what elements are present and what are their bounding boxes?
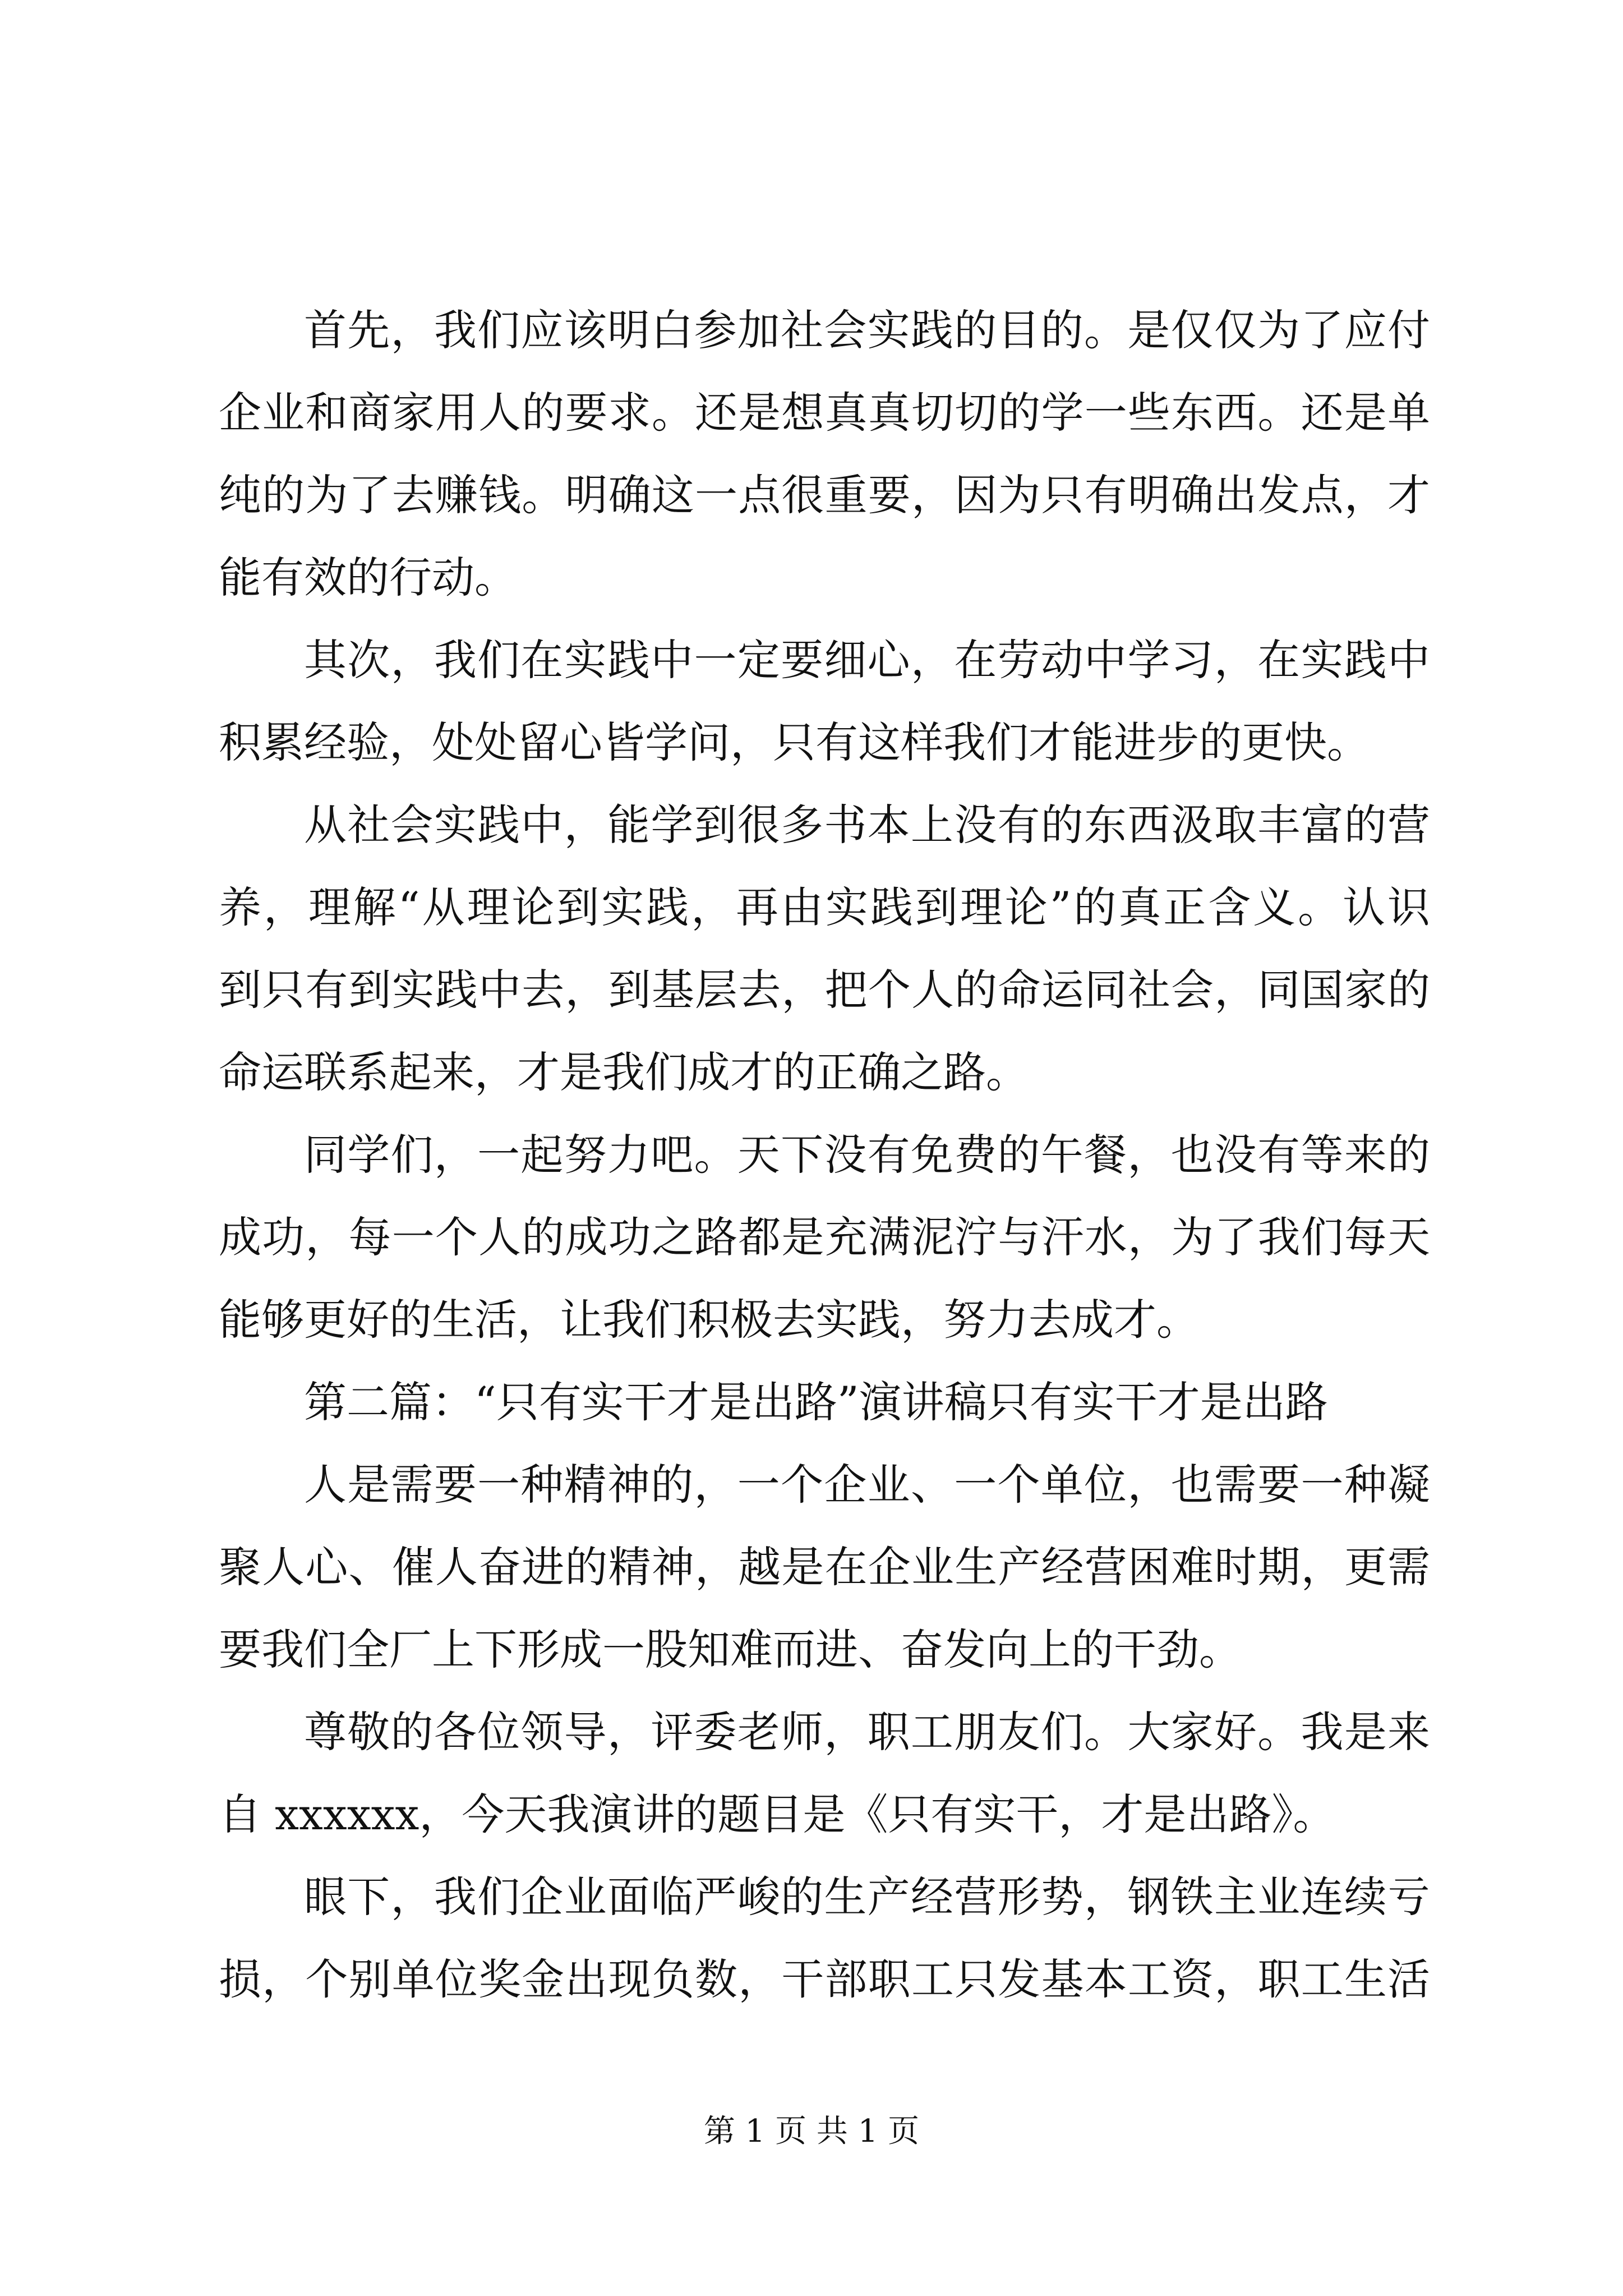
paragraph-line: 能有效的行动。 — [219, 553, 517, 602]
paragraph-line: 养，理解“从理论到实践，再由实践到理论”的真正含义。认识 — [219, 882, 1430, 932]
paragraph-line: 首先，我们应该明白参加社会实践的目的。是仅仅为了应付 — [304, 305, 1430, 355]
paragraph-line: 纯的为了去赚钱。明确这一点很重要，因为只有明确出发点，才 — [219, 470, 1430, 520]
paragraph-line: 到只有到实践中去，到基层去，把个人的命运同社会，同国家的 — [219, 965, 1430, 1015]
paragraph-line: 人是需要一种精神的，一个企业、一个单位，也需要一种凝 — [304, 1460, 1430, 1510]
page-number: 第 1 页 共 1 页 — [703, 2113, 920, 2150]
section-heading: 第二篇：“只有实干才是出路”演讲稿只有实干才是出路 — [304, 1377, 1328, 1427]
paragraph-line: 积累经验，处处留心皆学问，只有这样我们才能进步的更快。 — [219, 717, 1370, 767]
paragraph-line: 其次，我们在实践中一定要细心，在劳动中学习，在实践中 — [304, 635, 1430, 685]
paragraph-line: 眼下，我们企业面临严峻的生产经营形势，钢铁主业连续亏 — [304, 1872, 1430, 1922]
paragraph-line: 尊敬的各位领导，评委老师，职工朋友们。大家好。我是来 — [304, 1707, 1430, 1757]
paragraph-line: 自 xxxxxx，今天我演讲的题目是《只有实干，才是出路》。 — [219, 1789, 1336, 1839]
paragraph-line: 要我们全厂上下形成一股知难而进、奋发向上的干劲。 — [219, 1625, 1242, 1674]
paragraph-line: 成功，每一个人的成功之路都是充满泥泞与汗水，为了我们每天 — [219, 1212, 1430, 1262]
paragraph-line: 损，个别单位奖金出现负数，干部职工只发基本工资，职工生活 — [219, 1954, 1430, 2004]
paragraph-line: 能够更好的生活，让我们积极去实践，努力去成才。 — [219, 1295, 1199, 1345]
paragraph-line: 同学们，一起努力吧。天下没有免费的午餐，也没有等来的 — [304, 1130, 1430, 1180]
paragraph-line: 聚人心、催人奋进的精神，越是在企业生产经营困难时期，更需 — [219, 1542, 1430, 1592]
document-body — [219, 289, 1430, 2021]
paragraph-line: 企业和商家用人的要求。还是想真真切切的学一些东西。还是单 — [219, 388, 1430, 438]
paragraph-line: 从社会实践中，能学到很多书本上没有的东西汲取丰富的营 — [304, 800, 1430, 850]
paragraph-line: 命运联系起来，才是我们成才的正确之路。 — [219, 1047, 1029, 1097]
